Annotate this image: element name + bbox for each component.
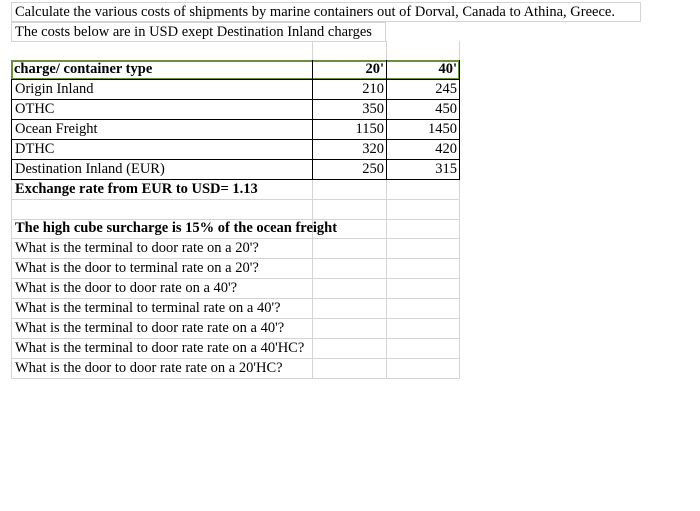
cell[interactable] bbox=[387, 259, 460, 279]
value-40ft[interactable]: 1450 bbox=[387, 120, 460, 140]
cell[interactable] bbox=[387, 279, 460, 299]
value-20ft[interactable]: 250 bbox=[313, 160, 387, 180]
empty-row bbox=[11, 41, 460, 61]
empty-row bbox=[11, 200, 460, 220]
row-label[interactable]: Destination Inland (EUR) bbox=[11, 160, 313, 180]
value-40ft[interactable]: 420 bbox=[387, 140, 460, 160]
table-row bbox=[11, 100, 460, 120]
cell[interactable] bbox=[387, 200, 460, 220]
exchange-rate-text[interactable]: Exchange rate from EUR to USD= 1.13 bbox=[11, 180, 313, 200]
table-row bbox=[11, 140, 460, 160]
answer-cell[interactable] bbox=[313, 239, 387, 259]
question-text[interactable]: What is the terminal to door rate rate on a 40'? bbox=[11, 319, 313, 339]
cell[interactable] bbox=[387, 359, 460, 379]
question-row bbox=[11, 299, 460, 319]
table-row bbox=[11, 160, 460, 180]
question-row bbox=[11, 339, 460, 359]
question-row bbox=[11, 319, 460, 339]
answer-cell[interactable] bbox=[313, 259, 387, 279]
cell[interactable] bbox=[313, 200, 387, 220]
answer-cell[interactable] bbox=[313, 359, 387, 379]
value-40ft[interactable]: 315 bbox=[387, 160, 460, 180]
cell[interactable] bbox=[387, 239, 460, 259]
cell[interactable] bbox=[11, 41, 313, 61]
cell[interactable] bbox=[387, 41, 460, 61]
row-label[interactable]: DTHC bbox=[11, 140, 313, 160]
value-40ft[interactable]: 245 bbox=[387, 80, 460, 100]
value-20ft[interactable]: 350 bbox=[313, 100, 387, 120]
question-text[interactable]: What is the door to door rate rate on a 20'HC? bbox=[11, 359, 313, 379]
table-row bbox=[11, 120, 460, 140]
cell[interactable] bbox=[387, 219, 460, 239]
title-line-1: Calculate the various costs of shipments by marine containers out of Dorval, Canada to Athina, Greece. bbox=[11, 2, 641, 22]
surcharge-heading[interactable]: The high cube surcharge is 15% of the ocean freight bbox=[11, 219, 313, 239]
row-label[interactable]: Ocean Freight bbox=[11, 120, 313, 140]
question-row bbox=[11, 359, 460, 379]
exchange-rate-row bbox=[11, 180, 460, 200]
table-header-row bbox=[11, 60, 460, 80]
row-label[interactable]: OTHC bbox=[11, 100, 313, 120]
question-row bbox=[11, 239, 460, 259]
header-charge-type[interactable]: charge/ container type bbox=[11, 60, 313, 80]
question-text[interactable]: What is the terminal to terminal rate on a 40'? bbox=[11, 299, 313, 319]
cell[interactable] bbox=[313, 41, 387, 61]
answer-cell[interactable] bbox=[313, 279, 387, 299]
question-heading-row bbox=[11, 219, 460, 239]
value-40ft[interactable]: 450 bbox=[387, 100, 460, 120]
question-text[interactable]: What is the door to terminal rate on a 20'? bbox=[11, 259, 313, 279]
cell[interactable] bbox=[387, 319, 460, 339]
question-text[interactable]: What is the door to door rate on a 40'? bbox=[11, 279, 313, 299]
question-row bbox=[11, 259, 460, 279]
row-label[interactable]: Origin Inland bbox=[11, 80, 313, 100]
question-text[interactable]: What is the terminal to door rate rate on a 40'HC? bbox=[11, 339, 313, 359]
value-20ft[interactable]: 320 bbox=[313, 140, 387, 160]
value-20ft[interactable]: 210 bbox=[313, 80, 387, 100]
header-20ft[interactable]: 20' bbox=[313, 60, 387, 80]
cell[interactable] bbox=[387, 339, 460, 359]
answer-cell[interactable] bbox=[313, 319, 387, 339]
cell[interactable] bbox=[11, 200, 313, 220]
header-40ft[interactable]: 40' bbox=[387, 60, 460, 80]
table-row bbox=[11, 80, 460, 100]
cell[interactable] bbox=[387, 180, 460, 200]
value-20ft[interactable]: 1150 bbox=[313, 120, 387, 140]
question-row bbox=[11, 279, 460, 299]
cell[interactable] bbox=[313, 219, 387, 239]
title-line-2: The costs below are in USD exept Destination Inland charges bbox=[11, 22, 386, 42]
question-text[interactable]: What is the terminal to door rate on a 20'? bbox=[11, 239, 313, 259]
cell[interactable] bbox=[387, 299, 460, 319]
answer-cell[interactable] bbox=[313, 299, 387, 319]
cell[interactable] bbox=[313, 180, 387, 200]
answer-cell[interactable] bbox=[313, 339, 387, 359]
